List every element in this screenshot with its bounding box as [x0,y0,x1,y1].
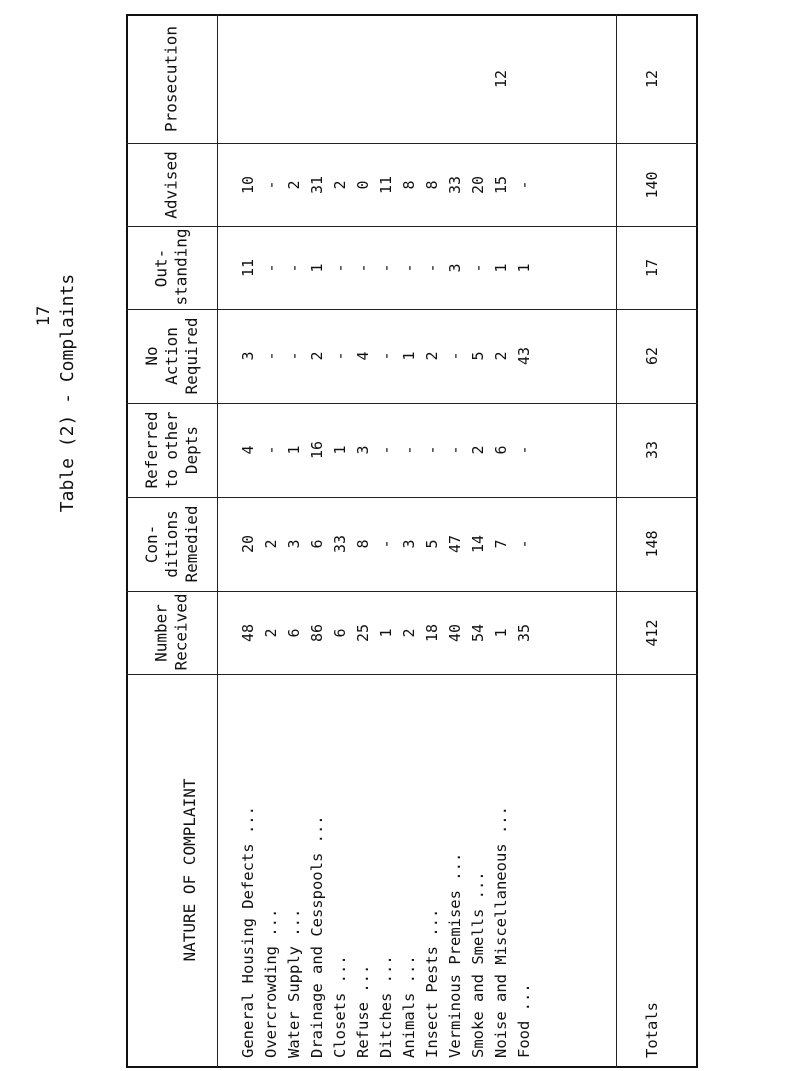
column-header-remedied: Con- [141,524,161,564]
table-cell: 2 [262,539,280,549]
table-cell: - [515,179,533,190]
table-cell: - [423,445,441,455]
table-cell: 2 [308,351,326,361]
table-cell: 1 [492,262,510,273]
row-label: Ditches ... [377,955,395,1058]
column-header-no-action: No [141,346,161,366]
table-cell: 25 [354,623,372,642]
table-cell: - [331,262,349,273]
row-divider [126,674,698,675]
table-cell: - [400,262,418,273]
row-label: Animals ... [400,955,418,1058]
column-header-referred: Depts [181,425,201,475]
table-cell: - [262,179,280,190]
table-cell: 2 [331,179,349,190]
table-cell: - [469,262,487,273]
table-cell: 1 [377,627,395,638]
table-cell: 18 [423,623,441,642]
table-cell: 33 [446,175,464,194]
column-header-prosecution: Prosecution [161,25,181,132]
column-divider [217,14,218,1068]
table-cell: - [377,351,395,361]
table-cell: - [446,351,464,361]
table-cell: 86 [308,623,326,642]
table-cell: - [285,262,303,273]
table-cell: 43 [515,346,533,366]
table-cell: - [354,262,372,273]
table-cell: 6 [331,627,349,638]
totals-cell: 148 [643,530,661,558]
totals-cell: 140 [643,170,661,199]
row-divider [126,591,698,592]
table-cell: 2 [262,627,280,638]
table-cell: - [377,445,395,455]
totals-label: Totals [643,1002,661,1058]
table-cell: 2 [492,351,510,361]
table-cell: 11 [377,175,395,194]
table-cell: 14 [469,534,487,554]
table-cell: 8 [400,179,418,190]
table-caption: Table (2) - Complaints [57,273,78,513]
table-cell: 15 [492,175,510,194]
table-cell: 12 [492,69,510,88]
column-header-advised: Advised [161,150,181,219]
column-header-outstanding: standing [171,227,191,305]
table-cell: 20 [469,175,487,194]
row-label: Smoke and Smells ... [469,871,487,1058]
table-cell: - [423,262,441,273]
table-cell: 3 [446,262,464,273]
row-label: Drainage and Cesspools ... [308,815,326,1058]
table-cell: 6 [308,539,326,549]
row-label: Food ... [515,983,533,1058]
table-cell: - [377,262,395,273]
table-cell: 5 [469,351,487,361]
row-label: Verminous Premises ... [446,852,464,1058]
column-header-no-action: Required [181,317,201,395]
table-cell: - [377,539,395,549]
table-cell: 6 [285,627,303,638]
table-cell: 40 [446,623,464,642]
table-cell: 1 [308,262,326,273]
table-cell: 2 [285,179,303,190]
row-label: Closets ... [331,955,349,1058]
column-header-no-action: Action [161,327,181,385]
table-cell: - [262,351,280,361]
table-cell: 48 [239,623,257,642]
table-cell: 54 [469,623,487,642]
table-cell: - [515,539,533,549]
table-cell: 2 [469,445,487,455]
page-number: 17 [34,305,54,327]
table-cell: 0 [354,179,372,190]
table-cell: 31 [308,175,326,194]
column-header-outstanding: Out- [151,248,171,287]
table-cell: 3 [400,539,418,549]
table-cell: 1 [331,445,349,455]
table-cell: - [262,262,280,273]
table-cell: 4 [239,445,257,455]
table-cell: 8 [423,179,441,190]
table-cell: 3 [239,351,257,361]
header-nature-of-complaint: NATURE OF COMPLAINT [180,778,199,962]
table-cell: 3 [285,539,303,549]
table-cell: 33 [331,534,349,554]
totals-cell: 17 [643,258,661,277]
row-divider [126,403,698,404]
table-cell: - [446,445,464,455]
table-cell: 1 [515,262,533,273]
column-header-remedied: Remedied [181,505,201,583]
row-label: Water Supply ... [285,908,303,1058]
column-header-remedied: ditions [161,510,181,578]
table-cell: 1 [285,445,303,455]
table-cell: - [515,445,533,455]
column-divider [616,14,617,1068]
table-cell: 7 [492,539,510,549]
table-cell: - [400,445,418,455]
row-label: Noise and Miscellaneous ... [492,806,510,1058]
column-header-received: Number [151,603,171,662]
table-cell: 20 [239,534,257,554]
table-cell: 11 [239,258,257,277]
table-cell: - [331,351,349,361]
table-cell: 35 [515,623,533,642]
table-cell: 10 [239,175,257,194]
table-cell: 4 [354,351,372,361]
table-cell: 16 [308,440,326,460]
table-cell: 5 [423,539,441,549]
table-cell: 47 [446,534,464,554]
row-label: Overcrowding ... [262,908,280,1058]
column-header-referred: to other [161,411,181,489]
table-cell: 2 [423,351,441,361]
totals-cell: 12 [643,69,661,88]
row-label: Refuse ... [354,964,372,1058]
row-label: General Housing Defects ... [239,806,257,1058]
table-cell: - [285,351,303,361]
table-cell: 8 [354,539,372,549]
totals-cell: 62 [643,346,661,366]
table-cell: - [262,445,280,455]
row-divider [126,226,698,227]
row-label: Insect Pests ... [423,908,441,1058]
table-cell: 1 [400,351,418,361]
table-cell: 1 [492,627,510,638]
totals-cell: 412 [643,618,661,647]
column-header-received: Received [171,592,191,670]
row-divider [126,497,698,498]
row-divider [126,143,698,144]
table-cell: 6 [492,445,510,455]
column-header-referred: Referred [141,411,161,489]
table-cell: 3 [354,445,372,455]
row-divider [126,309,698,310]
totals-cell: 33 [643,440,661,460]
table-cell: 2 [400,627,418,638]
